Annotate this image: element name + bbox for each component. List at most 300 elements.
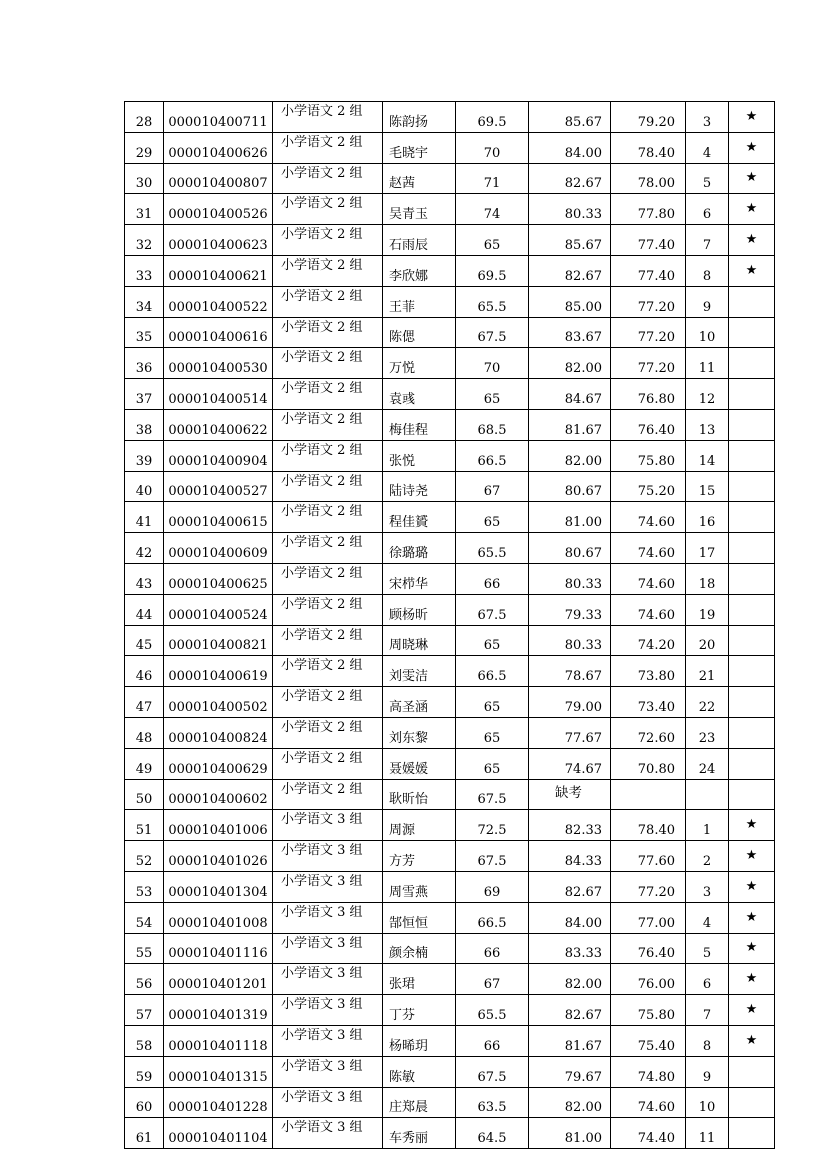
written-score-cell: 65 bbox=[456, 687, 529, 718]
candidate-id-cell: 000010400615 bbox=[164, 502, 273, 533]
written-score-cell: 67 bbox=[456, 471, 529, 502]
selected-star-icon: ★ bbox=[729, 964, 775, 995]
rank-cell: 24 bbox=[686, 748, 729, 779]
total-score-cell: 74.80 bbox=[611, 1056, 686, 1087]
row-number-cell: 58 bbox=[125, 1025, 164, 1056]
candidate-id-cell: 000010400824 bbox=[164, 717, 273, 748]
rank-cell bbox=[686, 779, 729, 810]
written-score-cell: 68.5 bbox=[456, 409, 529, 440]
interview-score-cell: 83.33 bbox=[529, 933, 611, 964]
interview-score-cell: 79.33 bbox=[529, 594, 611, 625]
total-score-cell: 75.40 bbox=[611, 1025, 686, 1056]
written-score-cell: 66 bbox=[456, 933, 529, 964]
interview-score-cell: 81.00 bbox=[529, 502, 611, 533]
rank-cell: 19 bbox=[686, 594, 729, 625]
rank-cell: 23 bbox=[686, 717, 729, 748]
interview-score-cell: 82.00 bbox=[529, 964, 611, 995]
written-score-cell: 69.5 bbox=[456, 102, 529, 133]
candidate-name-cell: 梅佳程 bbox=[383, 409, 456, 440]
total-score-cell: 74.60 bbox=[611, 1087, 686, 1118]
interview-score-cell: 82.67 bbox=[529, 995, 611, 1026]
candidate-name-cell: 周晓琳 bbox=[383, 625, 456, 656]
rank-cell: 8 bbox=[686, 255, 729, 286]
rank-cell: 15 bbox=[686, 471, 729, 502]
exam-group-cell: 小学语文 2 组 bbox=[273, 502, 383, 533]
row-number-cell: 52 bbox=[125, 841, 164, 872]
candidate-name-cell: 周雪燕 bbox=[383, 871, 456, 902]
selected-star-icon bbox=[729, 563, 775, 594]
written-score-cell: 66 bbox=[456, 563, 529, 594]
table-row bbox=[125, 502, 775, 533]
total-score-cell bbox=[611, 779, 686, 810]
row-number-cell: 37 bbox=[125, 379, 164, 410]
candidate-name-cell: 吴青玉 bbox=[383, 194, 456, 225]
written-score-cell: 65 bbox=[456, 225, 529, 256]
total-score-cell: 74.60 bbox=[611, 533, 686, 564]
candidate-id-cell: 000010400629 bbox=[164, 748, 273, 779]
table-body bbox=[125, 102, 775, 1149]
candidate-id-cell: 000010400711 bbox=[164, 102, 273, 133]
rank-cell: 3 bbox=[686, 871, 729, 902]
row-number-cell: 59 bbox=[125, 1056, 164, 1087]
rank-cell: 8 bbox=[686, 1025, 729, 1056]
selected-star-icon: ★ bbox=[729, 225, 775, 256]
interview-score-cell: 81.00 bbox=[529, 1118, 611, 1149]
row-number-cell: 40 bbox=[125, 471, 164, 502]
exam-group-cell: 小学语文 2 组 bbox=[273, 348, 383, 379]
table-row bbox=[125, 717, 775, 748]
candidate-name-cell: 赵茜 bbox=[383, 163, 456, 194]
exam-group-cell: 小学语文 2 组 bbox=[273, 102, 383, 133]
exam-group-cell: 小学语文 3 组 bbox=[273, 1087, 383, 1118]
written-score-cell: 65 bbox=[456, 717, 529, 748]
written-score-cell: 65.5 bbox=[456, 286, 529, 317]
row-number-cell: 41 bbox=[125, 502, 164, 533]
table-row bbox=[125, 194, 775, 225]
selected-star-icon bbox=[729, 471, 775, 502]
score-table bbox=[124, 101, 775, 1149]
total-score-cell: 76.80 bbox=[611, 379, 686, 410]
total-score-cell: 73.40 bbox=[611, 687, 686, 718]
interview-score-cell: 82.00 bbox=[529, 1087, 611, 1118]
table-row bbox=[125, 471, 775, 502]
selected-star-icon: ★ bbox=[729, 995, 775, 1026]
table-row bbox=[125, 163, 775, 194]
table-row bbox=[125, 225, 775, 256]
candidate-name-cell: 聂媛媛 bbox=[383, 748, 456, 779]
interview-score-cell: 80.67 bbox=[529, 533, 611, 564]
rank-cell: 6 bbox=[686, 194, 729, 225]
candidate-id-cell: 000010400807 bbox=[164, 163, 273, 194]
selected-star-icon bbox=[729, 748, 775, 779]
total-score-cell: 75.80 bbox=[611, 440, 686, 471]
row-number-cell: 61 bbox=[125, 1118, 164, 1149]
written-score-cell: 65 bbox=[456, 502, 529, 533]
table-row bbox=[125, 1118, 775, 1149]
candidate-name-cell: 王菲 bbox=[383, 286, 456, 317]
exam-group-cell: 小学语文 2 组 bbox=[273, 379, 383, 410]
row-number-cell: 32 bbox=[125, 225, 164, 256]
rank-cell: 16 bbox=[686, 502, 729, 533]
rank-cell: 12 bbox=[686, 379, 729, 410]
exam-group-cell: 小学语文 2 组 bbox=[273, 625, 383, 656]
table-row bbox=[125, 102, 775, 133]
rank-cell: 4 bbox=[686, 902, 729, 933]
candidate-id-cell: 000010400616 bbox=[164, 317, 273, 348]
selected-star-icon bbox=[729, 1118, 775, 1149]
candidate-id-cell: 000010401319 bbox=[164, 995, 273, 1026]
total-score-cell: 75.20 bbox=[611, 471, 686, 502]
candidate-id-cell: 000010400626 bbox=[164, 132, 273, 163]
selected-star-icon: ★ bbox=[729, 933, 775, 964]
written-score-cell: 65.5 bbox=[456, 995, 529, 1026]
candidate-name-cell: 车秀丽 bbox=[383, 1118, 456, 1149]
exam-group-cell: 小学语文 3 组 bbox=[273, 1118, 383, 1149]
interview-score-cell: 84.33 bbox=[529, 841, 611, 872]
table-row bbox=[125, 440, 775, 471]
interview-score-cell bbox=[529, 779, 611, 810]
candidate-name-cell: 顾杨昕 bbox=[383, 594, 456, 625]
exam-group-cell: 小学语文 3 组 bbox=[273, 902, 383, 933]
candidate-id-cell: 000010401304 bbox=[164, 871, 273, 902]
selected-star-icon bbox=[729, 379, 775, 410]
candidate-name-cell: 周源 bbox=[383, 810, 456, 841]
candidate-name-cell: 万悦 bbox=[383, 348, 456, 379]
total-score-cell: 76.40 bbox=[611, 409, 686, 440]
interview-score-cell: 83.67 bbox=[529, 317, 611, 348]
interview-score-cell: 85.00 bbox=[529, 286, 611, 317]
total-score-cell: 76.00 bbox=[611, 964, 686, 995]
interview-score-cell: 80.67 bbox=[529, 471, 611, 502]
candidate-name-cell: 陈韵扬 bbox=[383, 102, 456, 133]
selected-star-icon bbox=[729, 717, 775, 748]
interview-score-cell: 78.67 bbox=[529, 656, 611, 687]
row-number-cell: 54 bbox=[125, 902, 164, 933]
written-score-cell: 67.5 bbox=[456, 317, 529, 348]
rank-cell: 21 bbox=[686, 656, 729, 687]
total-score-cell: 74.60 bbox=[611, 594, 686, 625]
written-score-cell: 65 bbox=[456, 748, 529, 779]
candidate-name-cell: 颜余楠 bbox=[383, 933, 456, 964]
exam-group-cell: 小学语文 2 组 bbox=[273, 440, 383, 471]
candidate-id-cell: 000010400524 bbox=[164, 594, 273, 625]
table-row bbox=[125, 779, 775, 810]
total-score-cell: 77.80 bbox=[611, 194, 686, 225]
total-score-cell: 76.40 bbox=[611, 933, 686, 964]
selected-star-icon: ★ bbox=[729, 163, 775, 194]
interview-score-cell: 81.67 bbox=[529, 1025, 611, 1056]
candidate-id-cell: 000010400622 bbox=[164, 409, 273, 440]
row-number-cell: 53 bbox=[125, 871, 164, 902]
written-score-cell: 70 bbox=[456, 348, 529, 379]
exam-group-cell: 小学语文 3 组 bbox=[273, 841, 383, 872]
selected-star-icon bbox=[729, 656, 775, 687]
row-number-cell: 51 bbox=[125, 810, 164, 841]
selected-star-icon: ★ bbox=[729, 810, 775, 841]
rank-cell: 2 bbox=[686, 841, 729, 872]
table-row bbox=[125, 964, 775, 995]
row-number-cell: 36 bbox=[125, 348, 164, 379]
table-row bbox=[125, 348, 775, 379]
interview-score-cell: 77.67 bbox=[529, 717, 611, 748]
candidate-id-cell: 000010401315 bbox=[164, 1056, 273, 1087]
exam-group-cell: 小学语文 2 组 bbox=[273, 132, 383, 163]
exam-group-cell: 小学语文 3 组 bbox=[273, 933, 383, 964]
interview-score-cell: 85.67 bbox=[529, 102, 611, 133]
candidate-name-cell: 方芳 bbox=[383, 841, 456, 872]
candidate-id-cell: 000010401118 bbox=[164, 1025, 273, 1056]
interview-score-cell: 84.67 bbox=[529, 379, 611, 410]
candidate-id-cell: 000010400602 bbox=[164, 779, 273, 810]
table-row bbox=[125, 286, 775, 317]
table-row bbox=[125, 656, 775, 687]
written-score-cell: 72.5 bbox=[456, 810, 529, 841]
candidate-id-cell: 000010400904 bbox=[164, 440, 273, 471]
written-score-cell: 64.5 bbox=[456, 1118, 529, 1149]
row-number-cell: 29 bbox=[125, 132, 164, 163]
total-score-cell: 74.60 bbox=[611, 502, 686, 533]
rank-cell: 6 bbox=[686, 964, 729, 995]
candidate-id-cell: 000010401104 bbox=[164, 1118, 273, 1149]
interview-score-cell: 82.33 bbox=[529, 810, 611, 841]
written-score-cell: 74 bbox=[456, 194, 529, 225]
row-number-cell: 45 bbox=[125, 625, 164, 656]
candidate-id-cell: 000010400530 bbox=[164, 348, 273, 379]
candidate-name-cell: 张悦 bbox=[383, 440, 456, 471]
total-score-cell: 78.00 bbox=[611, 163, 686, 194]
written-score-cell: 67 bbox=[456, 964, 529, 995]
written-score-cell: 65.5 bbox=[456, 533, 529, 564]
rank-cell: 14 bbox=[686, 440, 729, 471]
exam-group-cell: 小学语文 2 组 bbox=[273, 563, 383, 594]
table-row bbox=[125, 1025, 775, 1056]
candidate-name-cell: 杨晞玥 bbox=[383, 1025, 456, 1056]
row-number-cell: 35 bbox=[125, 317, 164, 348]
exam-group-cell: 小学语文 2 组 bbox=[273, 286, 383, 317]
exam-group-cell: 小学语文 2 组 bbox=[273, 225, 383, 256]
selected-star-icon bbox=[729, 440, 775, 471]
written-score-cell: 67.5 bbox=[456, 1056, 529, 1087]
total-score-cell: 77.40 bbox=[611, 225, 686, 256]
written-score-cell: 67.5 bbox=[456, 594, 529, 625]
candidate-name-cell: 郜恒恒 bbox=[383, 902, 456, 933]
candidate-id-cell: 000010400526 bbox=[164, 194, 273, 225]
table-row bbox=[125, 533, 775, 564]
row-number-cell: 28 bbox=[125, 102, 164, 133]
row-number-cell: 46 bbox=[125, 656, 164, 687]
written-score-cell: 67.5 bbox=[456, 779, 529, 810]
interview-score-cell: 81.67 bbox=[529, 409, 611, 440]
row-number-cell: 42 bbox=[125, 533, 164, 564]
candidate-name-cell: 程佳贇 bbox=[383, 502, 456, 533]
selected-star-icon bbox=[729, 348, 775, 379]
exam-group-cell: 小学语文 2 组 bbox=[273, 471, 383, 502]
total-score-cell: 74.40 bbox=[611, 1118, 686, 1149]
rank-cell: 7 bbox=[686, 995, 729, 1026]
exam-group-cell: 小学语文 2 组 bbox=[273, 163, 383, 194]
exam-group-cell: 小学语文 3 组 bbox=[273, 871, 383, 902]
rank-cell: 3 bbox=[686, 102, 729, 133]
exam-group-cell: 小学语文 2 组 bbox=[273, 717, 383, 748]
selected-star-icon: ★ bbox=[729, 132, 775, 163]
candidate-name-cell: 丁芬 bbox=[383, 995, 456, 1026]
rank-cell: 22 bbox=[686, 687, 729, 718]
written-score-cell: 66.5 bbox=[456, 902, 529, 933]
total-score-cell: 77.20 bbox=[611, 348, 686, 379]
table-row bbox=[125, 1056, 775, 1087]
table-row bbox=[125, 995, 775, 1026]
row-number-cell: 44 bbox=[125, 594, 164, 625]
row-number-cell: 57 bbox=[125, 995, 164, 1026]
interview-score-cell: 82.00 bbox=[529, 440, 611, 471]
candidate-name-cell: 高圣涵 bbox=[383, 687, 456, 718]
table-row bbox=[125, 1087, 775, 1118]
interview-score-cell: 80.33 bbox=[529, 563, 611, 594]
candidate-name-cell: 庄郑晨 bbox=[383, 1087, 456, 1118]
candidate-id-cell: 000010401026 bbox=[164, 841, 273, 872]
row-number-cell: 38 bbox=[125, 409, 164, 440]
candidate-id-cell: 000010401008 bbox=[164, 902, 273, 933]
row-number-cell: 55 bbox=[125, 933, 164, 964]
rank-cell: 1 bbox=[686, 810, 729, 841]
total-score-cell: 78.40 bbox=[611, 132, 686, 163]
selected-star-icon: ★ bbox=[729, 841, 775, 872]
total-score-cell: 77.20 bbox=[611, 286, 686, 317]
selected-star-icon bbox=[729, 286, 775, 317]
total-score-cell: 74.60 bbox=[611, 563, 686, 594]
row-number-cell: 48 bbox=[125, 717, 164, 748]
table-row bbox=[125, 687, 775, 718]
total-score-cell: 75.80 bbox=[611, 995, 686, 1026]
rank-cell: 5 bbox=[686, 163, 729, 194]
total-score-cell: 77.20 bbox=[611, 317, 686, 348]
row-number-cell: 39 bbox=[125, 440, 164, 471]
rank-cell: 9 bbox=[686, 1056, 729, 1087]
exam-group-cell: 小学语文 2 组 bbox=[273, 317, 383, 348]
exam-group-cell: 小学语文 2 组 bbox=[273, 748, 383, 779]
table-row bbox=[125, 748, 775, 779]
candidate-name-cell: 李欣娜 bbox=[383, 255, 456, 286]
candidate-name-cell: 石雨辰 bbox=[383, 225, 456, 256]
interview-score-cell: 84.00 bbox=[529, 902, 611, 933]
selected-star-icon: ★ bbox=[729, 902, 775, 933]
candidate-name-cell: 陈敏 bbox=[383, 1056, 456, 1087]
total-score-cell: 77.40 bbox=[611, 255, 686, 286]
written-score-cell: 65 bbox=[456, 625, 529, 656]
exam-group-cell: 小学语文 2 组 bbox=[273, 409, 383, 440]
rank-cell: 10 bbox=[686, 317, 729, 348]
candidate-id-cell: 000010400527 bbox=[164, 471, 273, 502]
rank-cell: 5 bbox=[686, 933, 729, 964]
row-number-cell: 49 bbox=[125, 748, 164, 779]
candidate-id-cell: 000010400625 bbox=[164, 563, 273, 594]
interview-score-cell: 79.00 bbox=[529, 687, 611, 718]
selected-star-icon: ★ bbox=[729, 871, 775, 902]
selected-star-icon: ★ bbox=[729, 194, 775, 225]
exam-group-cell: 小学语文 2 组 bbox=[273, 779, 383, 810]
table-row bbox=[125, 132, 775, 163]
candidate-name-cell: 陈偲 bbox=[383, 317, 456, 348]
table-row bbox=[125, 841, 775, 872]
candidate-id-cell: 000010401116 bbox=[164, 933, 273, 964]
exam-group-cell: 小学语文 2 组 bbox=[273, 533, 383, 564]
exam-group-cell: 小学语文 2 组 bbox=[273, 594, 383, 625]
exam-group-cell: 小学语文 3 组 bbox=[273, 995, 383, 1026]
interview-score-cell: 80.33 bbox=[529, 194, 611, 225]
total-score-cell: 74.20 bbox=[611, 625, 686, 656]
table-row bbox=[125, 871, 775, 902]
interview-score-cell: 80.33 bbox=[529, 625, 611, 656]
written-score-cell: 66.5 bbox=[456, 440, 529, 471]
selected-star-icon bbox=[729, 687, 775, 718]
exam-group-cell: 小学语文 3 组 bbox=[273, 1025, 383, 1056]
selected-star-icon bbox=[729, 317, 775, 348]
selected-star-icon bbox=[729, 1056, 775, 1087]
row-number-cell: 33 bbox=[125, 255, 164, 286]
selected-star-icon bbox=[729, 1087, 775, 1118]
candidate-id-cell: 000010400502 bbox=[164, 687, 273, 718]
selected-star-icon bbox=[729, 594, 775, 625]
selected-star-icon: ★ bbox=[729, 102, 775, 133]
interview-score-cell: 79.67 bbox=[529, 1056, 611, 1087]
row-number-cell: 50 bbox=[125, 779, 164, 810]
table-row bbox=[125, 255, 775, 286]
candidate-id-cell: 000010400623 bbox=[164, 225, 273, 256]
row-number-cell: 34 bbox=[125, 286, 164, 317]
candidate-name-cell: 徐璐璐 bbox=[383, 533, 456, 564]
table-row bbox=[125, 409, 775, 440]
candidate-name-cell: 张珺 bbox=[383, 964, 456, 995]
written-score-cell: 66 bbox=[456, 1025, 529, 1056]
written-score-cell: 63.5 bbox=[456, 1087, 529, 1118]
table-row bbox=[125, 563, 775, 594]
rank-cell: 10 bbox=[686, 1087, 729, 1118]
total-score-cell: 78.40 bbox=[611, 810, 686, 841]
total-score-cell: 77.20 bbox=[611, 871, 686, 902]
written-score-cell: 67.5 bbox=[456, 841, 529, 872]
selected-star-icon bbox=[729, 409, 775, 440]
selected-star-icon bbox=[729, 625, 775, 656]
interview-score-cell: 82.67 bbox=[529, 871, 611, 902]
total-score-cell: 77.60 bbox=[611, 841, 686, 872]
candidate-name-cell: 袁彧 bbox=[383, 379, 456, 410]
selected-star-icon bbox=[729, 779, 775, 810]
table-row bbox=[125, 594, 775, 625]
row-number-cell: 31 bbox=[125, 194, 164, 225]
exam-group-cell: 小学语文 2 组 bbox=[273, 255, 383, 286]
interview-score-cell: 82.67 bbox=[529, 163, 611, 194]
rank-cell: 18 bbox=[686, 563, 729, 594]
absent-label: 缺考 bbox=[555, 785, 582, 802]
selected-star-icon: ★ bbox=[729, 1025, 775, 1056]
candidate-id-cell: 000010400609 bbox=[164, 533, 273, 564]
selected-star-icon bbox=[729, 533, 775, 564]
table-row bbox=[125, 810, 775, 841]
total-score-cell: 79.20 bbox=[611, 102, 686, 133]
exam-group-cell: 小学语文 2 组 bbox=[273, 194, 383, 225]
written-score-cell: 66.5 bbox=[456, 656, 529, 687]
row-number-cell: 56 bbox=[125, 964, 164, 995]
candidate-id-cell: 000010400821 bbox=[164, 625, 273, 656]
written-score-cell: 69.5 bbox=[456, 255, 529, 286]
row-number-cell: 30 bbox=[125, 163, 164, 194]
candidate-id-cell: 000010401201 bbox=[164, 964, 273, 995]
candidate-id-cell: 000010400514 bbox=[164, 379, 273, 410]
total-score-cell: 72.60 bbox=[611, 717, 686, 748]
interview-score-cell: 82.00 bbox=[529, 348, 611, 379]
interview-score-cell: 85.67 bbox=[529, 225, 611, 256]
written-score-cell: 69 bbox=[456, 871, 529, 902]
